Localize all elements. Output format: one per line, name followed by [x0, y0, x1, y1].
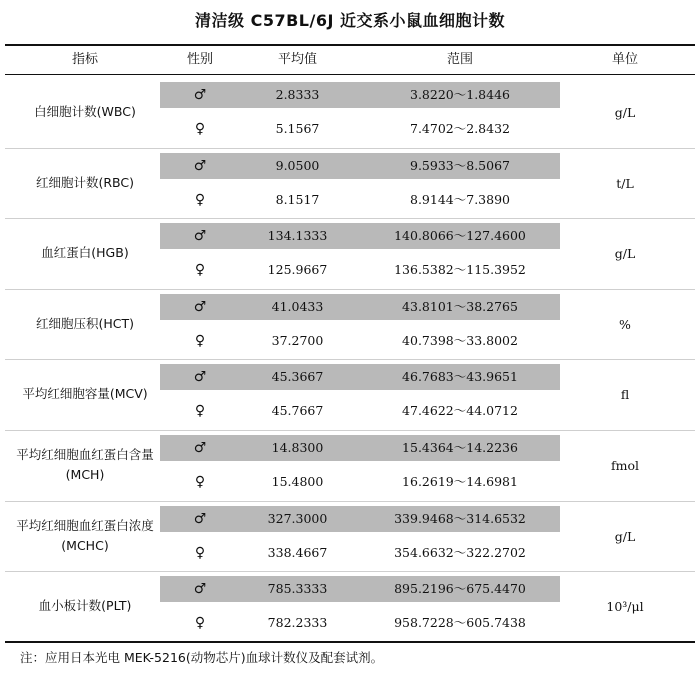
male-range: 140.8066～127.4600	[394, 228, 526, 243]
female-mean: 37.2700	[271, 333, 324, 348]
male-symbol: ♂	[193, 87, 207, 103]
male-mean: 41.0433	[271, 299, 324, 314]
female-symbol: ♀	[194, 474, 206, 490]
unit-cell: g/L	[614, 104, 636, 120]
female-range: 40.7398～33.8002	[402, 333, 518, 348]
female-mean: 338.4667	[267, 545, 328, 560]
unit-cell: g/L	[614, 528, 636, 544]
indicator-name: 血小板计数(PLT)	[38, 598, 132, 613]
male-symbol: ♂	[193, 440, 207, 456]
female-mean: 15.4800	[271, 474, 324, 489]
female-range: 354.6632～322.2702	[394, 545, 526, 560]
indicator-name: 白细胞计数(WBC)	[34, 104, 136, 119]
female-symbol: ♀	[194, 333, 206, 349]
header-mean: 平均值	[277, 52, 317, 67]
male-symbol: ♂	[193, 581, 207, 597]
male-range: 339.9468～314.6532	[394, 511, 526, 526]
male-range: 46.7683～43.9651	[402, 369, 518, 384]
header-sex: 性别	[186, 52, 213, 67]
unit-cell: fl	[620, 386, 630, 402]
female-symbol: ♀	[194, 121, 206, 137]
unit-cell: t/L	[616, 175, 634, 191]
female-range: 16.2619～14.6981	[402, 474, 518, 489]
female-range: 7.4702～2.8432	[410, 121, 510, 136]
indicator-name: 红细胞计数(RBC)	[35, 175, 135, 190]
female-symbol: ♀	[194, 262, 206, 278]
female-symbol: ♀	[194, 192, 206, 208]
female-range: 47.4622～44.0712	[402, 403, 518, 418]
unit-cell: %	[619, 316, 631, 332]
unit-cell: g/L	[614, 245, 636, 261]
group-separator	[5, 430, 695, 431]
header-rule	[5, 74, 695, 75]
unit-cell: 10³/μl	[606, 598, 644, 614]
male-mean: 134.1333	[267, 228, 328, 243]
table-title: 清洁级 C57BL/6J 近交系小鼠血细胞计数	[195, 11, 505, 30]
table-note: 注：应用日本光电 MEK-5216(动物芯片)血球计数仪及配套试剂。	[20, 650, 384, 665]
male-mean: 785.3333	[267, 581, 328, 596]
male-symbol: ♂	[193, 511, 207, 527]
indicator-name: 平均红细胞容量(MCV)	[22, 386, 148, 401]
female-mean: 5.1567	[275, 121, 320, 136]
header-range: 范围	[446, 52, 473, 67]
group-separator	[5, 218, 695, 219]
header-unit: 单位	[611, 52, 638, 67]
header-indicator: 指标	[71, 52, 98, 67]
group-separator	[5, 501, 695, 502]
top-rule	[5, 44, 695, 46]
male-symbol: ♂	[193, 158, 207, 174]
bottom-rule	[5, 641, 695, 643]
female-range: 8.9144～7.3890	[410, 192, 510, 207]
group-separator	[5, 571, 695, 572]
indicator-name: 平均红细胞血红蛋白含量(MCH)	[16, 447, 154, 482]
indicator-name: 平均红细胞血红蛋白浓度(MCHC)	[16, 518, 154, 553]
female-range: 958.7228～605.7438	[394, 615, 526, 630]
indicator-name: 红细胞压积(HCT)	[35, 316, 135, 331]
female-symbol: ♀	[194, 403, 206, 419]
indicator-name: 血红蛋白(HGB)	[41, 245, 129, 260]
male-symbol: ♂	[193, 299, 207, 315]
group-separator	[5, 359, 695, 360]
group-separator	[5, 289, 695, 290]
female-range: 136.5382～115.3952	[394, 262, 526, 277]
male-range: 15.4364～14.2236	[402, 440, 518, 455]
female-mean: 125.9667	[267, 262, 328, 277]
male-range: 9.5933～8.5067	[410, 158, 510, 173]
female-symbol: ♀	[194, 615, 206, 631]
male-range: 3.8220～1.8446	[410, 87, 510, 102]
female-mean: 8.1517	[275, 192, 320, 207]
male-mean: 327.3000	[267, 511, 328, 526]
unit-cell: fmol	[610, 457, 639, 473]
male-mean: 14.8300	[271, 440, 324, 455]
male-range: 43.8101～38.2765	[402, 299, 518, 314]
group-separator	[5, 148, 695, 149]
male-symbol: ♂	[193, 369, 207, 385]
female-symbol: ♀	[194, 545, 206, 561]
female-mean: 782.2333	[267, 615, 328, 630]
male-mean: 9.0500	[275, 158, 320, 173]
male-mean: 2.8333	[275, 87, 320, 102]
male-range: 895.2196～675.4470	[394, 581, 526, 596]
female-mean: 45.7667	[271, 403, 324, 418]
male-symbol: ♂	[193, 228, 207, 244]
male-mean: 45.3667	[271, 369, 324, 384]
